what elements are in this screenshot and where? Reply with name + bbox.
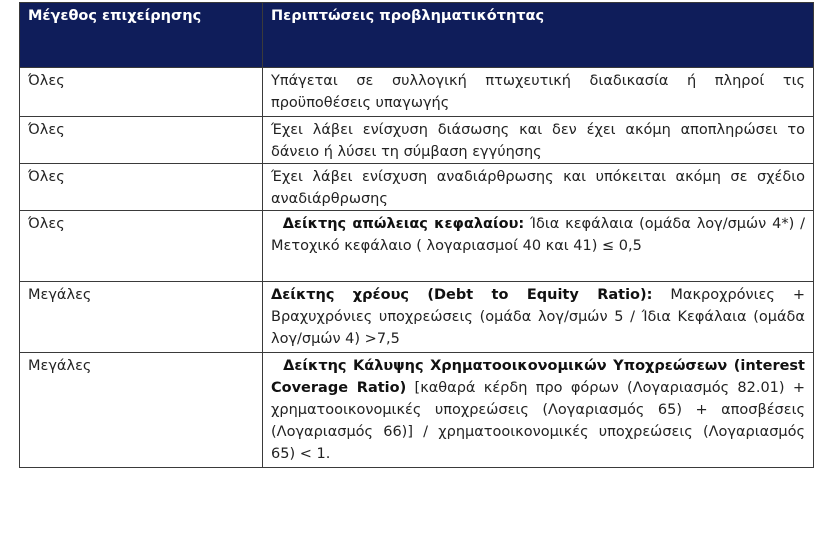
case-description-cell xyxy=(263,282,814,353)
case-text: Μακροχρόνιες + Βραχυχρόνιες υποχρεώσεις (ομάδα λογ/σμών 5 / Ίδια Κεφάλαια (ομάδα λογ/σμών 4) >7,5 xyxy=(271,287,805,347)
table-row xyxy=(20,164,814,211)
header-row xyxy=(20,3,814,68)
ratio-name: Δείκτης Κάλυψης Χρηματοοικονομικών Υποχρεώσεων (interest Coverage Ratio) xyxy=(271,358,805,396)
company-size-cell: Όλες xyxy=(20,164,263,211)
case-description-cell xyxy=(263,117,814,164)
problematic-cases-table xyxy=(19,2,814,468)
case-text: Υπάγεται σε συλλογική πτωχευτική διαδικασία ή πληροί τις προϋποθέσεις υπαγωγής xyxy=(271,73,805,111)
ratio-name: Δείκτης χρέους (Debt to Equity Ratio): xyxy=(271,287,653,303)
header-problem-cases: Περιπτώσεις προβληματικότητας xyxy=(263,3,814,68)
table-row xyxy=(20,68,814,117)
table-row xyxy=(20,211,814,282)
case-description-cell xyxy=(263,211,814,282)
case-text: Έχει λάβει ενίσχυση αναδιάρθρωσης και υπόκειται ακόμη σε σχέδιο αναδιάρθρωσης xyxy=(271,169,805,207)
company-size-cell: Όλες xyxy=(20,68,263,117)
company-size-cell: Όλες xyxy=(20,117,263,164)
company-size-cell: Μεγάλες xyxy=(20,282,263,353)
ratio-name: Δείκτης απώλειας κεφαλαίου: xyxy=(282,216,525,232)
case-description-cell xyxy=(263,68,814,117)
case-text: [καθαρά κέρδη προ φόρων (Λογαριασμός 82.01) + χρηματοοικονομικές υποχρεώσεις (Λογαριασμός 65) + αποσβέσεις (Λογαριασμός 66)] / χρηματοοικονομικές υποχρεώσεις (Λογαριασμός 65) < 1. xyxy=(271,380,806,462)
case-description-cell xyxy=(263,353,814,468)
case-text: Ίδια κεφάλαια (ομάδα λογ/σμών 4*) / Μετοχικό κεφάλαιο ( λογαριασμοί 40 και 41) ≤ 0,5 xyxy=(271,216,805,254)
company-size-cell: Όλες xyxy=(20,211,263,282)
table-row xyxy=(20,353,814,468)
table-row xyxy=(20,117,814,164)
case-description-cell xyxy=(263,164,814,211)
table-row xyxy=(20,282,814,353)
header-company-size: Μέγεθος επιχείρησης xyxy=(20,3,263,68)
case-text: Έχει λάβει ενίσχυση διάσωσης και δεν έχει ακόμη αποπληρώσει το δάνειο ή λύσει τη σύμβαση εγγύησης xyxy=(271,122,805,160)
company-size-cell: Μεγάλες xyxy=(20,353,263,468)
